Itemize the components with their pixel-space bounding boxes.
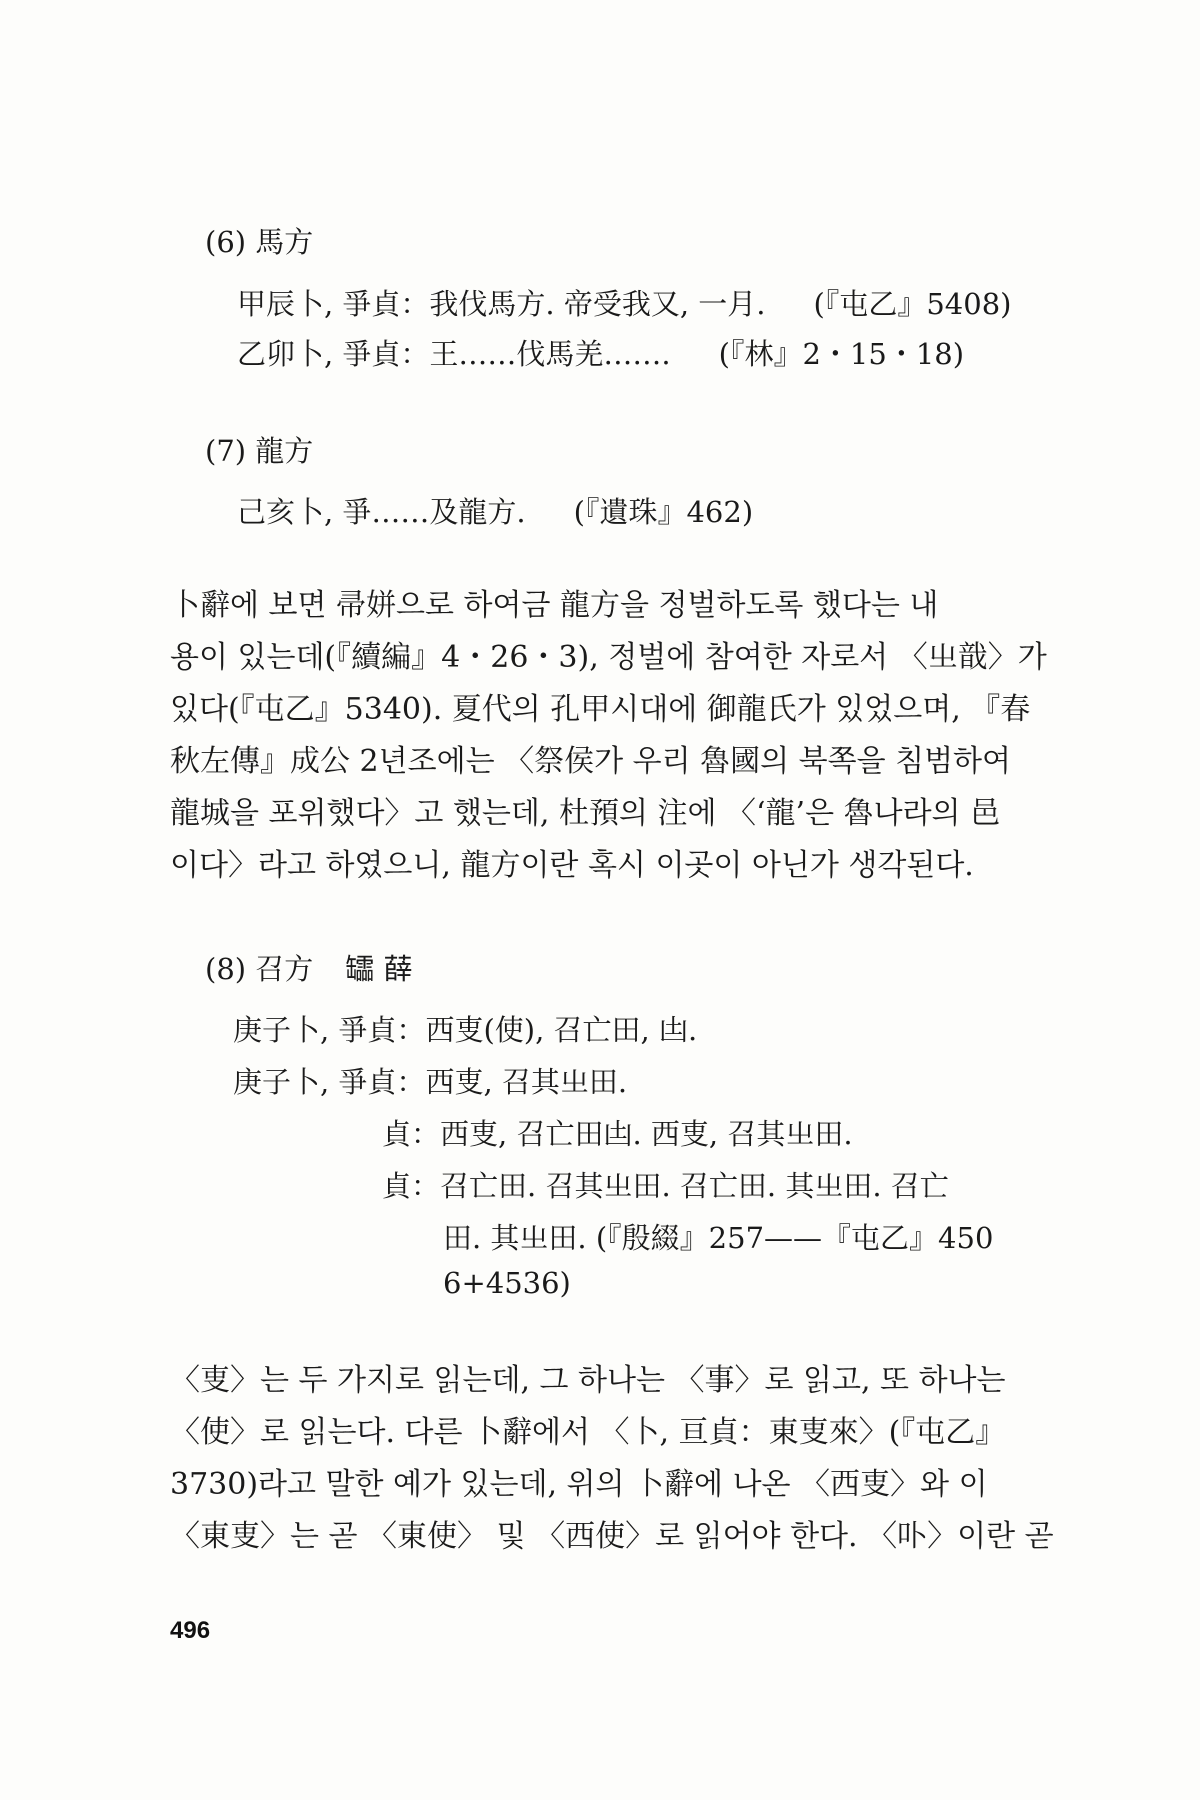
paragraph-line: 있다(『屯乙』5340). 夏代의 孔甲시대에 御龍氏가 있었으며, 『春 xyxy=(170,692,1031,727)
paragraph-line: 〈叓〉는 두 가지로 읽는데, 그 하나는 〈事〉로 읽고, 또 하나는 xyxy=(170,1363,1006,1398)
citation: (『遺珠』462) xyxy=(573,495,754,529)
oracle-text: 甲辰卜, 爭貞：我伐馬方. 帝受我又, 一月. xyxy=(237,287,766,321)
citation: (『林』2・15・18) xyxy=(718,337,965,371)
paragraph-line: 〈使〉로 읽는다. 다른 卜辭에서 〈卜, 亘貞：東叓來〉(『屯乙』 xyxy=(170,1415,1006,1450)
paragraph-line: 〈東叓〉는 곧 〈東使〉 및 〈西使〉로 읽어야 한다. 〈卟〉이란 곧 xyxy=(170,1519,1054,1554)
section-7-heading: (7) 龍方 xyxy=(205,434,314,468)
oracle-text: 召亡田. 召其㞢田. 召亡田. 其㞢田. 召亡 xyxy=(440,1169,949,1203)
line-prefix: 貞： xyxy=(382,1117,441,1151)
section-8-line-3 xyxy=(382,1112,853,1153)
paragraph-line: 용이 있는데(『續編』4・26・3), 정벌에 참여한 자로서 〈㞢戠〉가 xyxy=(170,640,1047,675)
body-paragraph-1 xyxy=(170,580,1070,892)
oracle-text: 田. 其㞢田. (『殷綴』257——『屯乙』450 xyxy=(443,1221,994,1255)
oracle-text: 西叓, 召亡田凷. 西叓, 召其㞢田. xyxy=(440,1117,853,1151)
paragraph-line: 3730)라고 말한 예가 있는데, 위의 卜辭에 나온 〈西叓〉와 이 xyxy=(170,1467,988,1502)
section-8-line-6 xyxy=(443,1266,571,1300)
section-8-line-1 xyxy=(233,1008,697,1049)
line-prefix: 貞： xyxy=(382,1169,441,1203)
oracle-text: 西叓(使), 召亡田, 凷. xyxy=(425,1013,698,1047)
heading-glyphs: 𦉢 薛 xyxy=(345,952,413,986)
section-6-heading: (6) 馬方 xyxy=(205,225,314,259)
paragraph-line: 卜辭에 보면 帚姘으로 하여금 龍方을 정벌하도록 했다는 내 xyxy=(170,588,939,623)
oracle-text: 己亥卜, 爭……及龍方. xyxy=(237,495,526,529)
section-8-line-2 xyxy=(233,1060,627,1101)
section-8-heading xyxy=(205,952,413,986)
paragraph-line: 이다〉라고 하였으니, 龍方이란 혹시 이곳이 아닌가 생각된다. xyxy=(170,848,974,883)
line-prefix: 庚子卜, 爭貞： xyxy=(233,1065,426,1099)
line-prefix: 庚子卜, 爭貞： xyxy=(233,1013,426,1047)
section-6-line-1 xyxy=(237,282,1011,323)
section-8-line-4 xyxy=(382,1164,949,1205)
body-paragraph-2 xyxy=(170,1355,1070,1563)
paragraph-line: 龍城을 포위했다〉고 했는데, 杜預의 注에 〈‘龍’은 魯나라의 邑 xyxy=(170,796,1001,831)
section-6-line-2 xyxy=(237,332,964,373)
heading-title: (8) 召方 xyxy=(205,952,314,986)
paragraph-line: 秋左傳』成公 2년조에는 〈祭侯가 우리 魯國의 북쪽을 침범하여 xyxy=(170,744,1012,779)
page-number: 496 xyxy=(170,1617,211,1644)
oracle-text: 西叓, 召其㞢田. xyxy=(425,1065,628,1099)
section-7-line-1 xyxy=(237,490,753,531)
citation: (『屯乙』5408) xyxy=(813,287,1012,321)
oracle-text: 乙卯卜, 爭貞：王……伐馬羌……. xyxy=(237,337,671,371)
section-8-line-5 xyxy=(443,1216,993,1257)
oracle-text: 6+4536) xyxy=(443,1266,571,1300)
